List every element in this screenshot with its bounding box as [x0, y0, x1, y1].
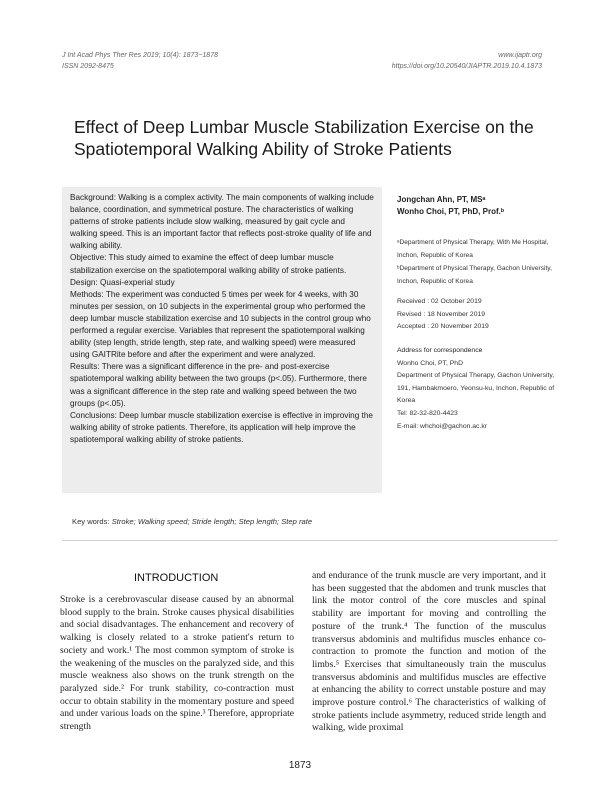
conclusions-label: Conclusions: — [70, 410, 117, 420]
methods-label: Methods: — [70, 289, 104, 299]
author-1: Jongchan Ahn, PT, MSᵃ — [397, 195, 486, 204]
journal-header-left — [62, 50, 218, 72]
affiliation-a: ᵃDepartment of Physical Therapy, With Me Hospital, Inchon, Republic of Korea — [397, 239, 549, 259]
results-text: There was a significant difference in the pre- and post-exercise spatiotemporal walking ability between the two groups (p<.05). Furthermore, there was a significant difference in the step rate and walking speed between the two groups (p<.05). — [70, 362, 367, 408]
abstract-results — [70, 361, 374, 409]
received-date: Received : 02 October 2019 — [397, 298, 482, 305]
correspondence-address: Department of Physical Therapy, Gachon University, 191, Hambakmoero, Yeonsu-ku, Inchon, Republic of Korea — [397, 372, 555, 405]
section-divider — [62, 540, 558, 541]
doi-link[interactable]: https://doi.org/10.20540/JIAPTR.2019.10.4.1873 — [391, 63, 542, 70]
background-label: Background: — [70, 193, 116, 202]
abstract-design — [70, 277, 374, 289]
body-column-left: Stroke is a cerebrovascular disease caused by an abnormal blood supply to the brain. Stroke causes physical disabilities and social disadvantages. The enhancement and recovery of walking is closely related to a stroke patient's return to society and work.¹ The most common symptom of stroke is the weakening of the muscles on the paralyzed side, and this muscle weakness also shows on the trunk strength on the paralyzed side.² For trunk stability, co-contraction must occur to obtain stability in the momentary posture and speed and under various loads on the spine.³ Therefore, appropriate strength — [60, 594, 294, 733]
conclusions-text: Deep lumbar muscle stabilization exercise is effective in improving the walking ability of stroke patients. Therefore, its application will help improve the spatiotemporal walking ability of stroke patients. — [70, 410, 373, 444]
paper-title: Effect of Deep Lumbar Muscle Stabilization Exercise on the Spatiotemporal Walking Ability of Stroke Patients — [74, 117, 534, 159]
abstract-text — [70, 192, 374, 446]
introduction-heading: INTRODUCTION — [134, 572, 219, 584]
design-text: Quasi-experial study — [97, 277, 175, 287]
keywords-line — [72, 517, 312, 526]
journal-header-right — [392, 50, 542, 72]
design-label: Design: — [70, 277, 98, 287]
correspondence-email[interactable]: E-mail: whchoi@gachon.ac.kr — [397, 422, 488, 430]
objective-label: Objective: — [70, 253, 107, 263]
keywords-values: Stroke; Walking speed; Stride length; Step length; Step rate — [111, 517, 313, 526]
accepted-date: Accepted : 20 November 2019 — [397, 323, 489, 330]
keywords-label: Key words: — [72, 517, 110, 526]
body-column-right: and endurance of the trunk muscle are very important, and it has been suggested that the abdomen and trunk muscles that link the motor control of the core muscles and spinal stability are important for moving and controlling the posture of the trunk.⁴ The function of the musculus transversus abdominis and multifidus muscles enhance co-contraction to promote the function and motion of the limbs.⁵ Exercises that simultaneously train the musculus transversus abdominis and multifidus muscles are effective at enhancing the ability to correct unstable posture and may improve posture control.⁶ The characteristics of walking of stroke patients include asymmetry, reduced stride length and walking, wide proximal — [312, 570, 546, 734]
revised-date: Revised : 18 November 2019 — [397, 310, 486, 318]
article-dates — [397, 296, 557, 334]
results-label: Results: — [70, 362, 100, 372]
abstract-conclusions — [70, 410, 374, 446]
author-2: Wonho Choi, PT, PhD, Prof.ᵇ — [397, 207, 504, 216]
journal-website-link[interactable]: www.ijaptr.org — [498, 52, 542, 59]
abstract-methods — [70, 289, 374, 362]
journal-citation: J Int Acad Phys Ther Res 2019; 10(4): 1873~1878 — [62, 52, 218, 59]
author-list — [397, 194, 557, 218]
abstract-background — [70, 192, 374, 252]
abstract-box — [62, 187, 382, 493]
objective-text: This study aimed to examine the effect of deep lumbar muscle stabilization exercise on the spatiotemporal walking ability of stroke patients. — [70, 253, 347, 275]
issn: ISSN 2092-8475 — [62, 63, 114, 70]
methods-text: The experiment was conducted 5 times per week for 4 weeks, with 30 minutes per session, on 10 subjects in the experimental group who performed the deep lumbar muscle stabilization exercise and 10 subjects in the control group who performed a regular exercise. Variables that represent the spatiotemporal walking ability (step length, stride length, step rate, and walking speed) were measured using GAITRite before and after the experiment and were analyzed. — [70, 289, 371, 360]
abstract-objective — [70, 252, 374, 276]
affiliation-b: ᵇDepartment of Physical Therapy, Gachon University, Inchon, Republic of Korea — [397, 265, 552, 285]
correspondence-block — [397, 345, 557, 433]
correspondence-name: Wonho Choi, PT, PhD — [397, 359, 463, 367]
page-number: 1873 — [288, 760, 312, 771]
correspondence-title: Address for correspondence — [397, 347, 483, 354]
background-text: Walking is a complex activity. The main components of walking include balance, coordination, and symmetrical posture. The characteristics of walking patterns of stroke patients include slow walking, measured by gait cycle and walking speed. This is an important factor that reflects post-stroke quality of life and walking ability. — [70, 193, 374, 251]
correspondence-tel: Tel: 82-32-820-4423 — [397, 409, 458, 417]
affiliations — [397, 236, 557, 288]
